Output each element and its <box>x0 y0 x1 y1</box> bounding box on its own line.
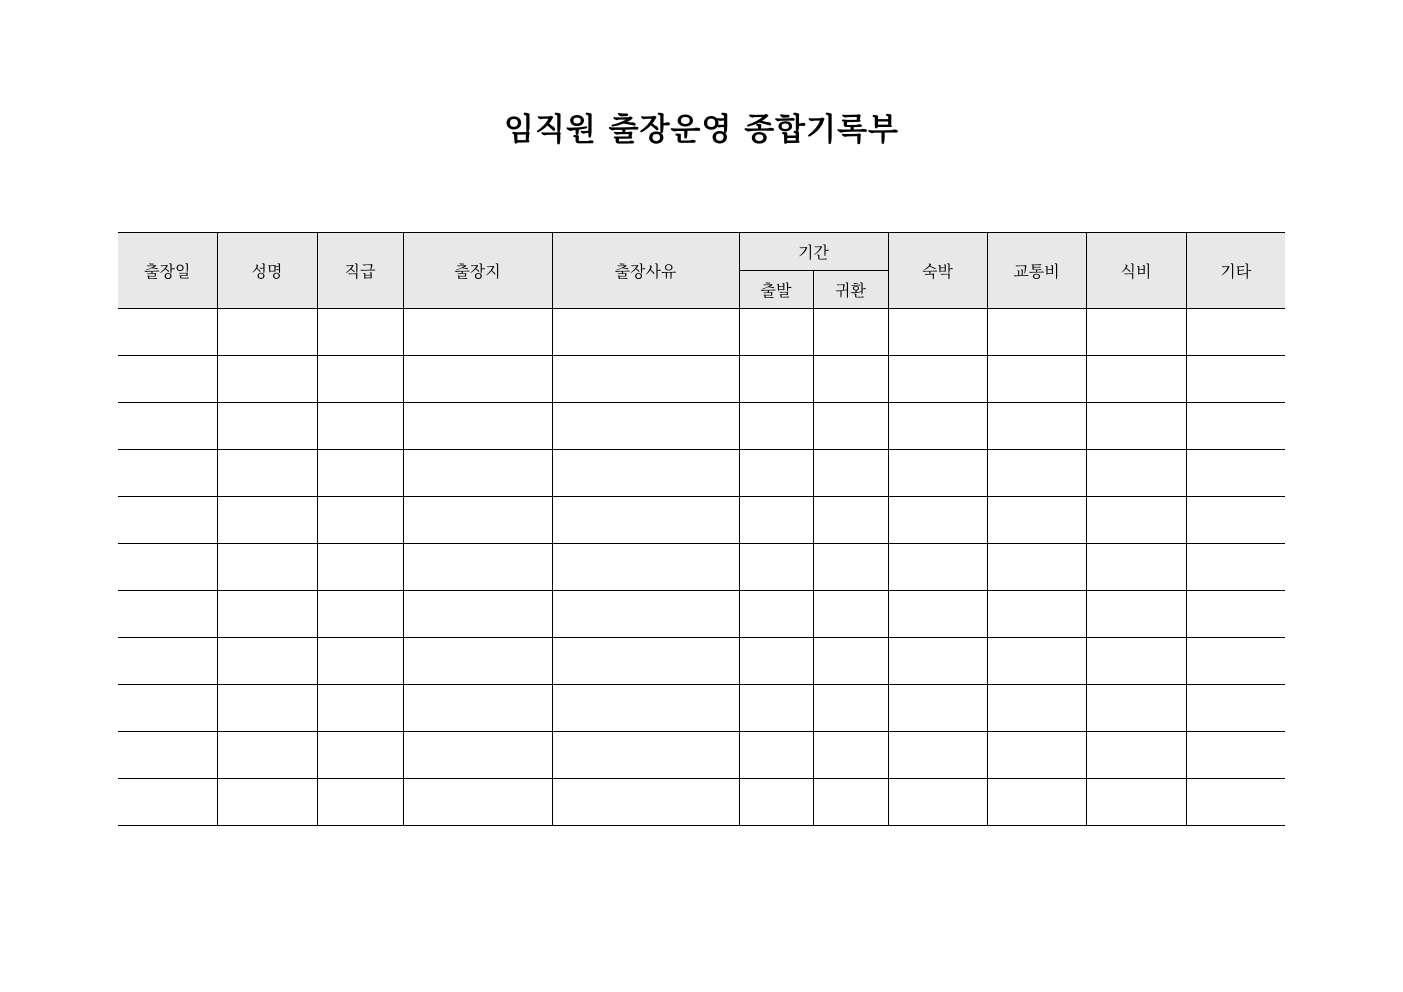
cell-destination[interactable] <box>403 356 552 403</box>
cell-other[interactable] <box>1186 450 1285 497</box>
table-row <box>118 309 1285 356</box>
cell-reason[interactable] <box>552 309 739 356</box>
cell-other[interactable] <box>1186 497 1285 544</box>
cell-transport[interactable] <box>987 638 1086 685</box>
cell-rank[interactable] <box>317 638 403 685</box>
cell-return[interactable] <box>813 685 888 732</box>
cell-lodging[interactable] <box>888 356 987 403</box>
cell-meals[interactable] <box>1086 591 1186 638</box>
cell-reason[interactable] <box>552 544 739 591</box>
header-destination: 출장지 <box>403 233 552 309</box>
cell-departure[interactable] <box>739 732 813 779</box>
header-departure: 출발 <box>739 271 813 309</box>
cell-return[interactable] <box>813 638 888 685</box>
cell-destination[interactable] <box>403 544 552 591</box>
cell-date[interactable] <box>118 638 217 685</box>
cell-rank[interactable] <box>317 685 403 732</box>
business-trip-record-table <box>118 232 1285 826</box>
cell-meals[interactable] <box>1086 450 1186 497</box>
cell-lodging[interactable] <box>888 732 987 779</box>
cell-meals[interactable] <box>1086 638 1186 685</box>
cell-return[interactable] <box>813 450 888 497</box>
cell-name[interactable] <box>217 309 317 356</box>
cell-return[interactable] <box>813 497 888 544</box>
cell-meals[interactable] <box>1086 356 1186 403</box>
cell-transport[interactable] <box>987 403 1086 450</box>
table-row <box>118 403 1285 450</box>
header-period: 기간 <box>739 233 888 271</box>
cell-departure[interactable] <box>739 779 813 826</box>
cell-departure[interactable] <box>739 497 813 544</box>
cell-destination[interactable] <box>403 591 552 638</box>
cell-destination[interactable] <box>403 403 552 450</box>
cell-name[interactable] <box>217 732 317 779</box>
cell-other[interactable] <box>1186 779 1285 826</box>
cell-name[interactable] <box>217 403 317 450</box>
header-transport: 교통비 <box>987 233 1086 309</box>
table-row <box>118 732 1285 779</box>
cell-reason[interactable] <box>552 591 739 638</box>
cell-date[interactable] <box>118 544 217 591</box>
cell-meals[interactable] <box>1086 309 1186 356</box>
cell-lodging[interactable] <box>888 309 987 356</box>
table-row <box>118 497 1285 544</box>
cell-reason[interactable] <box>552 779 739 826</box>
table-row <box>118 685 1285 732</box>
cell-lodging[interactable] <box>888 685 987 732</box>
cell-departure[interactable] <box>739 685 813 732</box>
cell-other[interactable] <box>1186 403 1285 450</box>
cell-rank[interactable] <box>317 732 403 779</box>
cell-rank[interactable] <box>317 779 403 826</box>
cell-rank[interactable] <box>317 309 403 356</box>
cell-lodging[interactable] <box>888 544 987 591</box>
cell-transport[interactable] <box>987 544 1086 591</box>
cell-other[interactable] <box>1186 356 1285 403</box>
cell-return[interactable] <box>813 309 888 356</box>
cell-name[interactable] <box>217 450 317 497</box>
cell-meals[interactable] <box>1086 497 1186 544</box>
cell-departure[interactable] <box>739 638 813 685</box>
table-header <box>118 233 1285 309</box>
cell-date[interactable] <box>118 450 217 497</box>
cell-reason[interactable] <box>552 403 739 450</box>
cell-date[interactable] <box>118 309 217 356</box>
cell-name[interactable] <box>217 685 317 732</box>
cell-date[interactable] <box>118 591 217 638</box>
page-title: 임직원 출장운영 종합기록부 <box>504 112 899 148</box>
cell-name[interactable] <box>217 356 317 403</box>
cell-meals[interactable] <box>1086 779 1186 826</box>
cell-departure[interactable] <box>739 356 813 403</box>
header-other: 기타 <box>1186 233 1285 309</box>
cell-meals[interactable] <box>1086 732 1186 779</box>
table-row <box>118 544 1285 591</box>
cell-transport[interactable] <box>987 732 1086 779</box>
cell-departure[interactable] <box>739 591 813 638</box>
cell-rank[interactable] <box>317 497 403 544</box>
cell-transport[interactable] <box>987 779 1086 826</box>
header-reason: 출장사유 <box>552 233 739 309</box>
cell-reason[interactable] <box>552 497 739 544</box>
cell-reason[interactable] <box>552 638 739 685</box>
cell-lodging[interactable] <box>888 497 987 544</box>
cell-transport[interactable] <box>987 591 1086 638</box>
cell-rank[interactable] <box>317 356 403 403</box>
header-return: 귀환 <box>813 271 888 309</box>
cell-return[interactable] <box>813 732 888 779</box>
cell-destination[interactable] <box>403 497 552 544</box>
cell-date[interactable] <box>118 685 217 732</box>
cell-transport[interactable] <box>987 356 1086 403</box>
cell-departure[interactable] <box>739 309 813 356</box>
cell-transport[interactable] <box>987 497 1086 544</box>
cell-lodging[interactable] <box>888 450 987 497</box>
cell-rank[interactable] <box>317 544 403 591</box>
cell-date[interactable] <box>118 497 217 544</box>
cell-return[interactable] <box>813 403 888 450</box>
cell-departure[interactable] <box>739 544 813 591</box>
cell-other[interactable] <box>1186 544 1285 591</box>
cell-rank[interactable] <box>317 591 403 638</box>
header-meals: 식비 <box>1086 233 1186 309</box>
cell-date[interactable] <box>118 356 217 403</box>
header-name: 성명 <box>217 233 317 309</box>
cell-transport[interactable] <box>987 685 1086 732</box>
cell-name[interactable] <box>217 779 317 826</box>
cell-date[interactable] <box>118 779 217 826</box>
cell-name[interactable] <box>217 544 317 591</box>
table-row <box>118 356 1285 403</box>
cell-name[interactable] <box>217 638 317 685</box>
cell-meals[interactable] <box>1086 403 1186 450</box>
cell-return[interactable] <box>813 779 888 826</box>
cell-destination[interactable] <box>403 450 552 497</box>
cell-return[interactable] <box>813 544 888 591</box>
cell-destination[interactable] <box>403 685 552 732</box>
cell-name[interactable] <box>217 591 317 638</box>
table-row <box>118 591 1285 638</box>
cell-reason[interactable] <box>552 356 739 403</box>
cell-date[interactable] <box>118 403 217 450</box>
cell-meals[interactable] <box>1086 544 1186 591</box>
cell-transport[interactable] <box>987 450 1086 497</box>
header-lodging: 숙박 <box>888 233 987 309</box>
cell-meals[interactable] <box>1086 685 1186 732</box>
cell-rank[interactable] <box>317 403 403 450</box>
cell-other[interactable] <box>1186 591 1285 638</box>
cell-reason[interactable] <box>552 450 739 497</box>
cell-lodging[interactable] <box>888 591 987 638</box>
cell-other[interactable] <box>1186 638 1285 685</box>
cell-destination[interactable] <box>403 779 552 826</box>
cell-date[interactable] <box>118 732 217 779</box>
cell-name[interactable] <box>217 497 317 544</box>
header-trip-date: 출장일 <box>118 233 217 309</box>
cell-transport[interactable] <box>987 309 1086 356</box>
cell-return[interactable] <box>813 591 888 638</box>
cell-other[interactable] <box>1186 685 1285 732</box>
table-row <box>118 638 1285 685</box>
cell-lodging[interactable] <box>888 403 987 450</box>
cell-destination[interactable] <box>403 638 552 685</box>
cell-departure[interactable] <box>739 403 813 450</box>
header-rank: 직급 <box>317 233 403 309</box>
cell-return[interactable] <box>813 356 888 403</box>
cell-destination[interactable] <box>403 309 552 356</box>
table-row <box>118 450 1285 497</box>
cell-other[interactable] <box>1186 309 1285 356</box>
cell-reason[interactable] <box>552 685 739 732</box>
cell-lodging[interactable] <box>888 638 987 685</box>
cell-reason[interactable] <box>552 732 739 779</box>
table-body <box>118 309 1285 826</box>
cell-destination[interactable] <box>403 732 552 779</box>
cell-other[interactable] <box>1186 732 1285 779</box>
table-row <box>118 779 1285 826</box>
cell-lodging[interactable] <box>888 779 987 826</box>
cell-departure[interactable] <box>739 450 813 497</box>
cell-rank[interactable] <box>317 450 403 497</box>
